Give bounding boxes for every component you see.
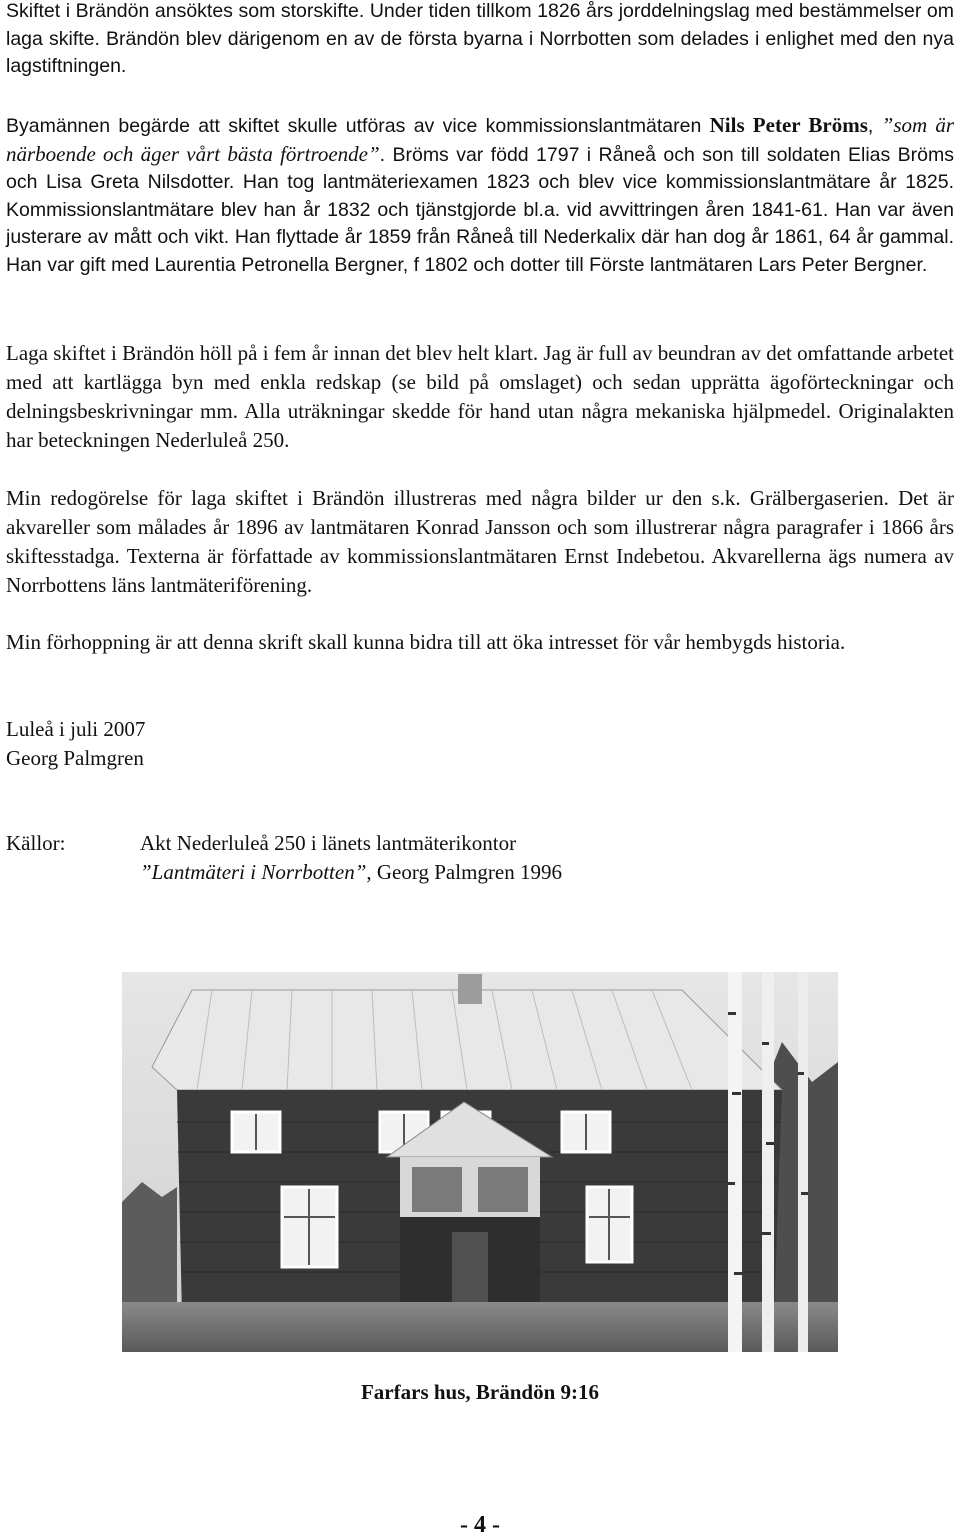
surveyor-name: Nils Peter Bröms [709, 113, 868, 137]
paragraph-broms-rest: . Bröms var född 1797 i Råneå och son till soldaten Elias Bröms och Lisa Greta Nilsdotter. Han tog lantmäteriexamen 1823 och blev vice kommissionslantmätare år 1825. Kommissionslantmätare blev han år 1832 och tjänstgjorde bl.a. vid avvittringen åren 1841-61. Han var även justerare av mått och vikt. Han flyttade år 1859 från Råneå till Nederkalix där han dog år 1861, 64 år gammal. Han var gift med Laurentia Petronella Bergner, f 1802 och dotter till Förste lantmätaren Lars Peter Bergner. [6, 143, 954, 276]
signature-place-date: Luleå i juli 2007 [6, 717, 146, 741]
signature [6, 715, 954, 773]
paragraph-intro: Skiftet i Brändön ansöktes som storskifte. Under tiden tillkom 1826 års jorddelningslag med bestämmelser om laga skifte. Brändön blev därigenom en av de första byarna i Norrbotten som delades i enlighet med den nya lagstiftningen. [6, 0, 954, 77]
source-rest: , Georg Palmgren 1996 [366, 860, 562, 884]
signature-author: Georg Palmgren [6, 746, 144, 770]
page-number: - 4 - [460, 1512, 500, 1538]
sources-label: Källor: [6, 831, 66, 855]
paragraph-hope: Min förhoppning är att denna skrift skall kunna bidra till att öka intresset för vår hembygds historia. [6, 630, 846, 654]
paragraph-gralberga: Min redogörelse för laga skiftet i Brändön illustreras med några bilder ur den s.k. Grälbergaserien. Det är akvareller som målades år 1896 av lantmätaren Konrad Jansson och som illustrerar några paragrafer i 1866 års skiftesstadga. Texterna är författade av kommissionslantmätaren Ernst Indebetou. Akvarellerna ägs numera av Norrbottens läns lantmäteriförening. [6, 486, 954, 597]
source-item [140, 858, 562, 887]
paragraph-laga-skiftet: Laga skiftet i Brändön höll på i fem år innan det blev helt klart. Jag är full av beundran av det omfattande arbetet med att kartlägga byn med enkla redskap (se bild på omslaget) och sedan upprätta ägoförteckningar och delningsbeskrivningar mm. Alla uträkningar skedde för hand utan några mekaniska hjälpmedel. Originalakten har beteckningen Nederluleå 250. [6, 341, 954, 452]
paragraph-broms-start: Byamännen begärde att skiftet skulle utföras av vice kommissionslantmätaren [6, 115, 710, 137]
photo-caption: Farfars hus, Brändön 9:16 [360, 1380, 600, 1404]
paragraph-broms [6, 111, 954, 279]
comma: , [867, 115, 882, 137]
source-item: Akt Nederluleå 250 i länets lantmäterikontor [140, 831, 517, 855]
quote: ”som är närboende och äger vårt bästa förtroende” [6, 113, 954, 166]
source-title: ”Lantmäteri i Norrbotten” [140, 860, 367, 884]
sources-list [140, 829, 562, 887]
house-photo [122, 972, 838, 1352]
